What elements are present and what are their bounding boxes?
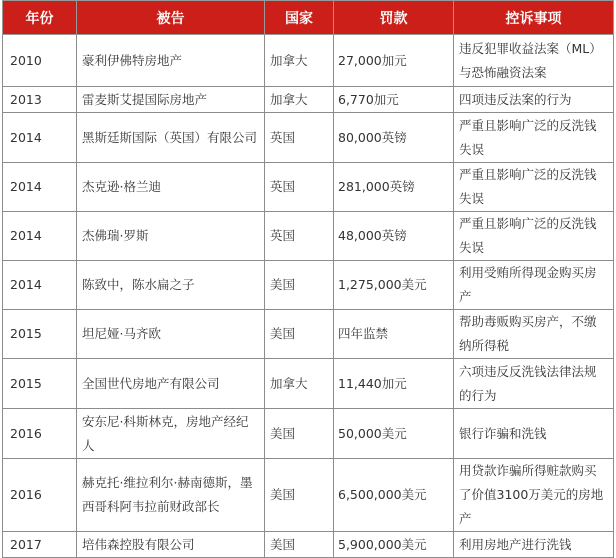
cell-charge: 四项违反法案的行为 — [454, 87, 614, 113]
cell-country: 美国 — [265, 409, 334, 459]
cell-fine: 50,000美元 — [334, 409, 454, 459]
cell-country: 美国 — [265, 532, 334, 558]
cell-year: 2016 — [3, 409, 77, 459]
table-row — [3, 409, 614, 459]
cell-fine: 80,000英镑 — [334, 113, 454, 163]
table-row — [3, 87, 614, 113]
table-row — [3, 459, 614, 532]
table-row — [3, 212, 614, 261]
cell-defendant: 坦尼娅·马齐欧 — [77, 310, 265, 359]
cell-fine: 281,000英镑 — [334, 163, 454, 212]
cell-country: 加拿大 — [265, 359, 334, 409]
cell-fine: 11,440加元 — [334, 359, 454, 409]
cell-country: 美国 — [265, 459, 334, 532]
cell-defendant: 雷麦斯艾提国际房地产 — [77, 87, 265, 113]
header-country: 国家 — [265, 1, 334, 35]
cell-charge: 严重且影响广泛的反洗钱失误 — [454, 113, 614, 163]
cell-country: 加拿大 — [265, 35, 334, 87]
cell-defendant: 培伟森控股有限公司 — [77, 532, 265, 558]
cell-year: 2014 — [3, 113, 77, 163]
table-row — [3, 532, 614, 558]
cell-charge: 用贷款诈骗所得赃款购买了价值3100万美元的房地产 — [454, 459, 614, 532]
cell-year: 2014 — [3, 163, 77, 212]
cell-charge: 六项违反反洗钱法律法规的行为 — [454, 359, 614, 409]
header-row — [3, 1, 614, 35]
cell-year: 2017 — [3, 532, 77, 558]
cell-charge: 违反犯罪收益法案（ML）与恐怖融资法案 — [454, 35, 614, 87]
cell-defendant: 赫克托·维拉利尔·赫南德斯，墨西哥科阿韦拉前财政部长 — [77, 459, 265, 532]
cell-charge: 帮助毒贩购买房产，不缴纳所得税 — [454, 310, 614, 359]
header-charge: 控诉事项 — [454, 1, 614, 35]
cell-fine: 5,900,000美元 — [334, 532, 454, 558]
header-fine: 罚款 — [334, 1, 454, 35]
header-defendant: 被告 — [77, 1, 265, 35]
table-row — [3, 310, 614, 359]
cell-fine: 6,770加元 — [334, 87, 454, 113]
cell-country: 加拿大 — [265, 87, 334, 113]
cell-year: 2015 — [3, 310, 77, 359]
cell-defendant: 陈致中，陈水扁之子 — [77, 261, 265, 310]
table-row — [3, 113, 614, 163]
cell-year: 2016 — [3, 459, 77, 532]
table-row — [3, 261, 614, 310]
cell-country: 英国 — [265, 212, 334, 261]
cell-year: 2010 — [3, 35, 77, 87]
header-year: 年份 — [3, 1, 77, 35]
cell-year: 2013 — [3, 87, 77, 113]
cell-charge: 严重且影响广泛的反洗钱失误 — [454, 163, 614, 212]
cell-year: 2014 — [3, 212, 77, 261]
table-row — [3, 359, 614, 409]
cell-country: 美国 — [265, 261, 334, 310]
cell-country: 英国 — [265, 163, 334, 212]
cell-fine: 48,000英镑 — [334, 212, 454, 261]
cell-defendant: 安东尼·科斯林克，房地产经纪人 — [77, 409, 265, 459]
table-row — [3, 35, 614, 87]
cell-year: 2014 — [3, 261, 77, 310]
cell-charge: 严重且影响广泛的反洗钱失误 — [454, 212, 614, 261]
cell-fine: 四年监禁 — [334, 310, 454, 359]
cell-year: 2015 — [3, 359, 77, 409]
table-row — [3, 163, 614, 212]
cell-country: 美国 — [265, 310, 334, 359]
cell-fine: 1,275,000美元 — [334, 261, 454, 310]
cell-defendant: 豪利伊佛特房地产 — [77, 35, 265, 87]
cell-fine: 27,000加元 — [334, 35, 454, 87]
cell-charge: 利用受贿所得现金购买房产 — [454, 261, 614, 310]
cell-defendant: 杰克逊·格兰迪 — [77, 163, 265, 212]
cell-fine: 6,500,000美元 — [334, 459, 454, 532]
cell-charge: 银行诈骗和洗钱 — [454, 409, 614, 459]
cell-country: 英国 — [265, 113, 334, 163]
cell-defendant: 杰佛瑞·罗斯 — [77, 212, 265, 261]
cell-defendant: 全国世代房地产有限公司 — [77, 359, 265, 409]
cell-defendant: 黑斯廷斯国际（英国）有限公司 — [77, 113, 265, 163]
penalty-table — [2, 0, 614, 558]
cell-charge: 利用房地产进行洗钱 — [454, 532, 614, 558]
